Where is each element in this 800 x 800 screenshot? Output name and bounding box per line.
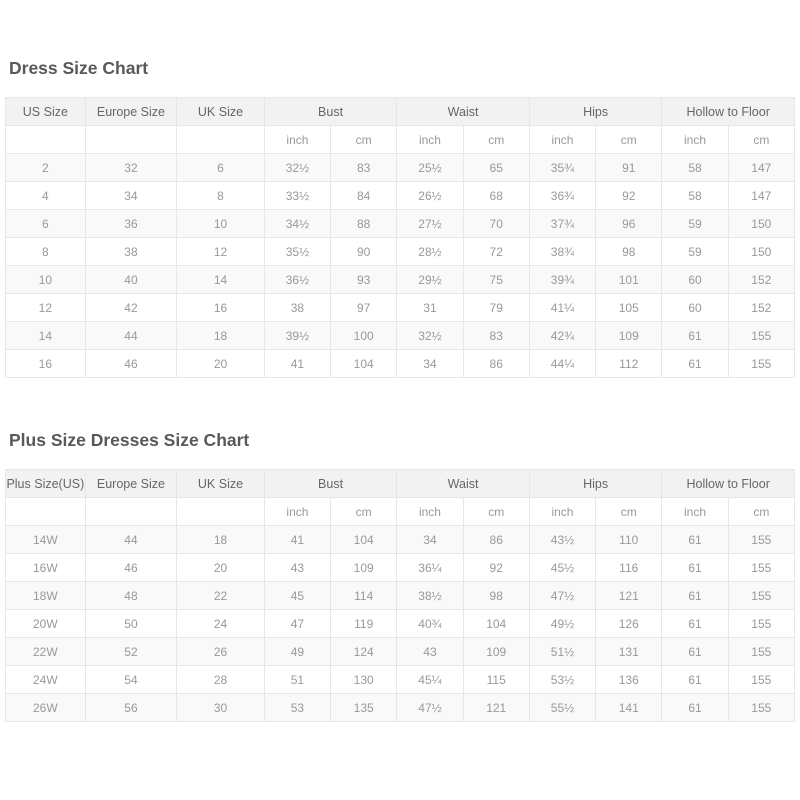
table-cell: 115 — [463, 666, 529, 694]
table-cell: 49½ — [529, 610, 595, 638]
table-cell: 61 — [662, 694, 728, 722]
plus-size-chart-title: Plus Size Dresses Size Chart — [9, 430, 250, 450]
table-row — [6, 666, 795, 694]
table-cell: 141 — [596, 694, 662, 722]
column-header-waist: Waist — [397, 470, 530, 498]
table-cell: 97 — [331, 294, 397, 322]
column-header-bust: Bust — [264, 470, 397, 498]
table-cell: 10 — [177, 210, 265, 238]
table-cell: 32½ — [397, 322, 463, 350]
table-cell: 6 — [6, 210, 86, 238]
column-header-europe-size: Europe Size — [85, 98, 177, 126]
table-row — [6, 694, 795, 722]
unit-header-empty — [85, 498, 177, 526]
table-cell: 40 — [85, 266, 177, 294]
table-cell: 100 — [331, 322, 397, 350]
column-header-bust: Bust — [264, 98, 397, 126]
table-cell: 41¼ — [529, 294, 595, 322]
table-cell: 155 — [728, 554, 794, 582]
table-cell: 98 — [596, 238, 662, 266]
table-row — [6, 350, 795, 378]
table-cell: 32 — [85, 154, 177, 182]
unit-header-inch: inch — [264, 126, 330, 154]
table-cell: 155 — [728, 526, 794, 554]
unit-header-cm: cm — [463, 126, 529, 154]
table-cell: 41 — [264, 350, 330, 378]
table-cell: 52 — [85, 638, 177, 666]
table-row — [6, 238, 795, 266]
table-cell: 92 — [596, 182, 662, 210]
table-row — [6, 210, 795, 238]
table-cell: 96 — [596, 210, 662, 238]
table-cell: 20 — [177, 554, 265, 582]
table-cell: 20 — [177, 350, 265, 378]
table-cell: 24 — [177, 610, 265, 638]
table-cell: 65 — [463, 154, 529, 182]
table-cell: 42 — [85, 294, 177, 322]
table-cell: 150 — [728, 210, 794, 238]
table-cell: 61 — [662, 582, 728, 610]
table-cell: 101 — [596, 266, 662, 294]
table-cell: 38 — [264, 294, 330, 322]
table-cell: 34 — [85, 182, 177, 210]
unit-header-inch: inch — [662, 498, 728, 526]
column-header-plus-size-us: Plus Size(US) — [6, 470, 86, 498]
table-cell: 60 — [662, 294, 728, 322]
table-cell: 2 — [6, 154, 86, 182]
table-cell: 112 — [596, 350, 662, 378]
table-cell: 91 — [596, 154, 662, 182]
table-cell: 55½ — [529, 694, 595, 722]
table-cell: 40¾ — [397, 610, 463, 638]
table-cell: 155 — [728, 638, 794, 666]
column-header-hollow-to-floor: Hollow to Floor — [662, 98, 795, 126]
table-cell: 124 — [331, 638, 397, 666]
table-cell: 60 — [662, 266, 728, 294]
table-cell: 22 — [177, 582, 265, 610]
table-cell: 8 — [177, 182, 265, 210]
table-row — [6, 554, 795, 582]
table-cell: 61 — [662, 554, 728, 582]
table-cell: 30 — [177, 694, 265, 722]
table-cell: 16 — [6, 350, 86, 378]
table-cell: 44 — [85, 322, 177, 350]
table-cell: 18 — [177, 526, 265, 554]
table-cell: 16 — [177, 294, 265, 322]
table-cell: 34½ — [264, 210, 330, 238]
table-cell: 152 — [728, 294, 794, 322]
unit-header-cm: cm — [728, 126, 794, 154]
table-cell: 33½ — [264, 182, 330, 210]
unit-header-inch: inch — [529, 126, 595, 154]
table-cell: 92 — [463, 554, 529, 582]
column-header-hips: Hips — [529, 470, 662, 498]
unit-header-empty — [177, 498, 265, 526]
table-cell: 59 — [662, 238, 728, 266]
table-cell: 119 — [331, 610, 397, 638]
table-cell: 14W — [6, 526, 86, 554]
table-cell: 39½ — [264, 322, 330, 350]
unit-header-cm: cm — [463, 498, 529, 526]
column-header-uk-size: UK Size — [177, 98, 265, 126]
table-cell: 22W — [6, 638, 86, 666]
table-cell: 12 — [177, 238, 265, 266]
table-cell: 136 — [596, 666, 662, 694]
table-cell: 34 — [397, 350, 463, 378]
table-cell: 45½ — [529, 554, 595, 582]
table-row — [6, 322, 795, 350]
unit-header-inch: inch — [397, 126, 463, 154]
table-cell: 42¾ — [529, 322, 595, 350]
table-cell: 14 — [6, 322, 86, 350]
table-cell: 43½ — [529, 526, 595, 554]
table-cell: 47½ — [529, 582, 595, 610]
table-row — [6, 526, 795, 554]
table-cell: 147 — [728, 182, 794, 210]
table-cell: 29½ — [397, 266, 463, 294]
table-cell: 109 — [331, 554, 397, 582]
table-row — [6, 154, 795, 182]
table-cell: 6 — [177, 154, 265, 182]
table-cell: 38½ — [397, 582, 463, 610]
table-cell: 72 — [463, 238, 529, 266]
table-cell: 155 — [728, 610, 794, 638]
table-cell: 26½ — [397, 182, 463, 210]
table-cell: 104 — [463, 610, 529, 638]
table-cell: 36 — [85, 210, 177, 238]
table-cell: 25½ — [397, 154, 463, 182]
table-cell: 98 — [463, 582, 529, 610]
table-cell: 58 — [662, 182, 728, 210]
column-header-us-size: US Size — [6, 98, 86, 126]
table-cell: 12 — [6, 294, 86, 322]
table-cell: 48 — [85, 582, 177, 610]
table-cell: 35½ — [264, 238, 330, 266]
table-cell: 84 — [331, 182, 397, 210]
table-cell: 28 — [177, 666, 265, 694]
table-cell: 70 — [463, 210, 529, 238]
table-cell: 43 — [397, 638, 463, 666]
table-cell: 53½ — [529, 666, 595, 694]
table-cell: 114 — [331, 582, 397, 610]
table-cell: 61 — [662, 638, 728, 666]
column-header-waist: Waist — [397, 98, 530, 126]
unit-header-cm: cm — [596, 498, 662, 526]
table-cell: 46 — [85, 554, 177, 582]
table-cell: 47 — [264, 610, 330, 638]
unit-header-cm: cm — [728, 498, 794, 526]
table-cell: 90 — [331, 238, 397, 266]
table-cell: 86 — [463, 526, 529, 554]
table-cell: 44 — [85, 526, 177, 554]
table-cell: 58 — [662, 154, 728, 182]
table-cell: 36¾ — [529, 182, 595, 210]
table-cell: 147 — [728, 154, 794, 182]
table-cell: 79 — [463, 294, 529, 322]
table-cell: 38¾ — [529, 238, 595, 266]
unit-header-cm: cm — [331, 498, 397, 526]
unit-header-empty — [6, 126, 86, 154]
table-cell: 88 — [331, 210, 397, 238]
table-cell: 26W — [6, 694, 86, 722]
table-cell: 44¼ — [529, 350, 595, 378]
table-cell: 155 — [728, 350, 794, 378]
table-cell: 59 — [662, 210, 728, 238]
table-cell: 36½ — [264, 266, 330, 294]
unit-header-empty — [85, 126, 177, 154]
table-cell: 61 — [662, 610, 728, 638]
table-cell: 121 — [596, 582, 662, 610]
table-cell: 131 — [596, 638, 662, 666]
table-cell: 83 — [463, 322, 529, 350]
table-cell: 50 — [85, 610, 177, 638]
table-cell: 121 — [463, 694, 529, 722]
table-cell: 104 — [331, 526, 397, 554]
table-cell: 38 — [85, 238, 177, 266]
column-header-hollow-to-floor: Hollow to Floor — [662, 470, 795, 498]
table-cell: 86 — [463, 350, 529, 378]
unit-header-empty — [6, 498, 86, 526]
table-cell: 53 — [264, 694, 330, 722]
table-cell: 68 — [463, 182, 529, 210]
table-cell: 32½ — [264, 154, 330, 182]
table-cell: 155 — [728, 582, 794, 610]
table-cell: 109 — [596, 322, 662, 350]
column-header-hips: Hips — [529, 98, 662, 126]
size-chart-page — [0, 58, 800, 722]
table-cell: 8 — [6, 238, 86, 266]
table-row — [6, 182, 795, 210]
table-cell: 51½ — [529, 638, 595, 666]
unit-header-inch: inch — [529, 498, 595, 526]
table-cell: 130 — [331, 666, 397, 694]
table-cell: 45¼ — [397, 666, 463, 694]
table-row — [6, 266, 795, 294]
table-cell: 16W — [6, 554, 86, 582]
table-cell: 83 — [331, 154, 397, 182]
table-row — [6, 610, 795, 638]
table-cell: 155 — [728, 322, 794, 350]
column-header-uk-size: UK Size — [177, 470, 265, 498]
table-cell: 28½ — [397, 238, 463, 266]
table-cell: 37¾ — [529, 210, 595, 238]
table-cell: 34 — [397, 526, 463, 554]
table-cell: 61 — [662, 526, 728, 554]
table-cell: 135 — [331, 694, 397, 722]
table-cell: 18 — [177, 322, 265, 350]
table-cell: 18W — [6, 582, 86, 610]
plus-size-chart-table — [5, 469, 795, 722]
dress-size-chart-title: Dress Size Chart — [9, 58, 149, 78]
table-cell: 24W — [6, 666, 86, 694]
table-cell: 110 — [596, 526, 662, 554]
table-cell: 155 — [728, 666, 794, 694]
table-cell: 27½ — [397, 210, 463, 238]
table-row — [6, 294, 795, 322]
table-cell: 31 — [397, 294, 463, 322]
table-row — [6, 638, 795, 666]
table-cell: 20W — [6, 610, 86, 638]
table-cell: 61 — [662, 350, 728, 378]
table-cell: 14 — [177, 266, 265, 294]
unit-header-inch: inch — [264, 498, 330, 526]
table-cell: 56 — [85, 694, 177, 722]
table-cell: 43 — [264, 554, 330, 582]
unit-header-cm: cm — [596, 126, 662, 154]
table-cell: 116 — [596, 554, 662, 582]
table-cell: 152 — [728, 266, 794, 294]
table-cell: 46 — [85, 350, 177, 378]
table-row — [6, 582, 795, 610]
table-cell: 126 — [596, 610, 662, 638]
table-cell: 61 — [662, 322, 728, 350]
table-cell: 36¼ — [397, 554, 463, 582]
table-cell: 54 — [85, 666, 177, 694]
table-cell: 47½ — [397, 694, 463, 722]
unit-header-inch: inch — [397, 498, 463, 526]
column-header-europe-size: Europe Size — [85, 470, 177, 498]
table-cell: 51 — [264, 666, 330, 694]
table-cell: 105 — [596, 294, 662, 322]
table-cell: 35¾ — [529, 154, 595, 182]
table-cell: 75 — [463, 266, 529, 294]
table-cell: 41 — [264, 526, 330, 554]
table-cell: 49 — [264, 638, 330, 666]
table-cell: 93 — [331, 266, 397, 294]
table-cell: 61 — [662, 666, 728, 694]
unit-header-cm: cm — [331, 126, 397, 154]
dress-size-chart-table — [5, 97, 795, 378]
table-cell: 155 — [728, 694, 794, 722]
table-cell: 109 — [463, 638, 529, 666]
unit-header-empty — [177, 126, 265, 154]
table-cell: 10 — [6, 266, 86, 294]
table-cell: 150 — [728, 238, 794, 266]
table-cell: 26 — [177, 638, 265, 666]
table-cell: 104 — [331, 350, 397, 378]
unit-header-inch: inch — [662, 126, 728, 154]
table-cell: 45 — [264, 582, 330, 610]
table-cell: 39¾ — [529, 266, 595, 294]
table-cell: 4 — [6, 182, 86, 210]
